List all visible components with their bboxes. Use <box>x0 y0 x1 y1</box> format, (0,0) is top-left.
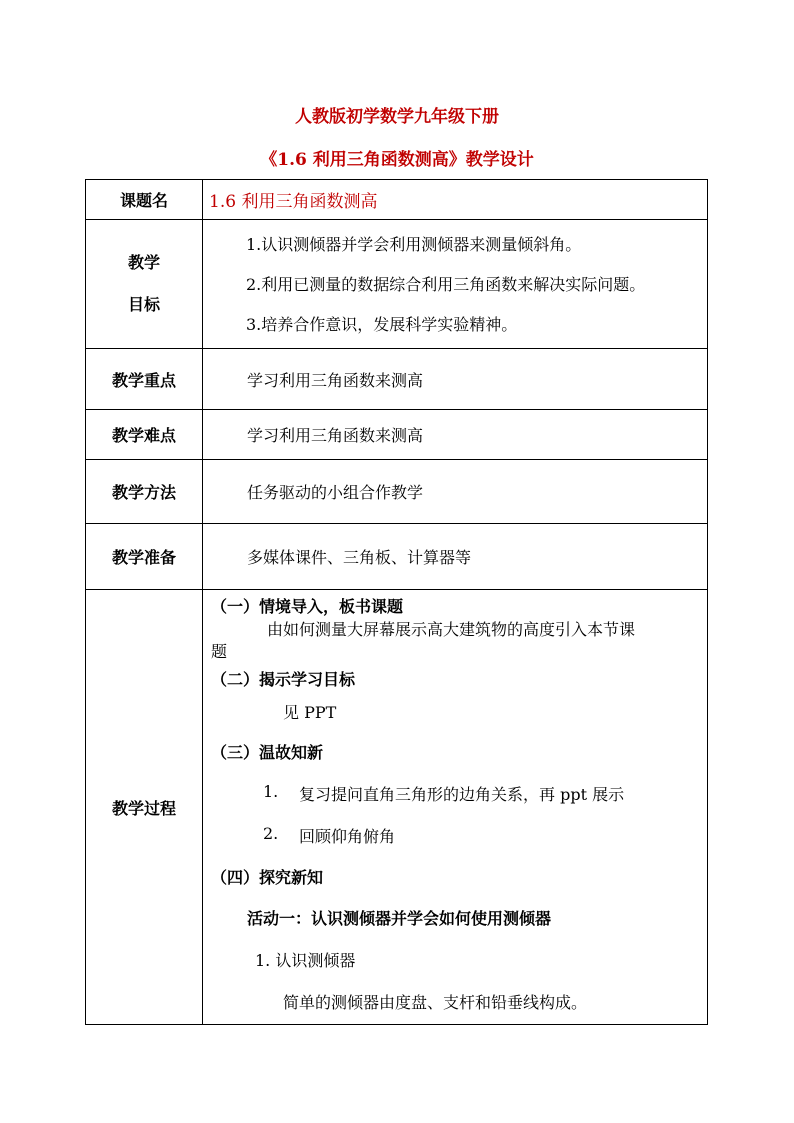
section-text: 由如何测量大屏幕展示高大建筑物的高度引入本节课 <box>267 620 636 639</box>
table-row-method <box>86 460 708 524</box>
goals-label <box>86 220 203 349</box>
activity-item: 1. 认识测倾器 <box>255 951 356 970</box>
list-item-text: 回顾仰角俯角 <box>299 827 396 846</box>
preparation-label: 教学准备 <box>86 524 203 590</box>
preparation-value: 多媒体课件、三角板、计算器等 <box>203 524 708 590</box>
topic-value: 1.6 利用三角函数测高 <box>203 180 708 220</box>
lesson-plan-table <box>85 179 708 1025</box>
table-row-difficulties <box>86 410 708 460</box>
section-heading: （一）情境导入，板书课题 <box>211 597 404 616</box>
goals-label-line2: 目标 <box>127 295 160 314</box>
list-item-number: 1. <box>263 782 279 801</box>
section-text-continued: 题 <box>211 642 228 661</box>
process-cell <box>203 590 708 1025</box>
table-row-goals <box>86 220 708 349</box>
process-label: 教学过程 <box>86 590 203 1025</box>
document-title-line1: 人教版初学数学九年级下册 <box>295 107 499 127</box>
table-row-key-points <box>86 349 708 410</box>
activity-text: 简单的测倾器由度盘、支杆和铅垂线构成。 <box>283 993 588 1012</box>
key-points-label: 教学重点 <box>86 349 203 410</box>
difficulties-label: 教学难点 <box>86 410 203 460</box>
section-heading: （二）揭示学习目标 <box>211 670 356 689</box>
table-row-process <box>86 590 708 1025</box>
goal-item: 3.培养合作意识，发展科学实验精神。 <box>246 315 518 334</box>
document-title-line2: 《1.6 利用三角函数测高》教学设计 <box>260 150 534 170</box>
goals-cell <box>203 220 708 349</box>
table-row-topic <box>86 180 708 220</box>
key-points-value: 学习利用三角函数来测高 <box>203 349 708 410</box>
difficulties-value: 学习利用三角函数来测高 <box>203 410 708 460</box>
goal-item: 2.利用已测量的数据综合利用三角函数来解决实际问题。 <box>246 275 646 294</box>
list-item-text: 复习提问直角三角形的边角关系，再 ppt 展示 <box>299 785 625 804</box>
section-heading: （三）温故知新 <box>211 743 324 762</box>
goals-label-line1: 教学 <box>127 253 160 272</box>
topic-label: 课题名 <box>86 180 203 220</box>
method-label: 教学方法 <box>86 460 203 524</box>
goal-item: 1.认识测倾器并学会利用测倾器来测量倾斜角。 <box>246 235 582 254</box>
section-heading: （四）探究新知 <box>211 868 324 887</box>
list-item-number: 2. <box>263 824 279 843</box>
table-row-preparation <box>86 524 708 590</box>
activity-heading: 活动一：认识测倾器并学会如何使用测倾器 <box>247 909 552 928</box>
section-text: 见 PPT <box>283 703 337 722</box>
method-value: 任务驱动的小组合作教学 <box>203 460 708 524</box>
